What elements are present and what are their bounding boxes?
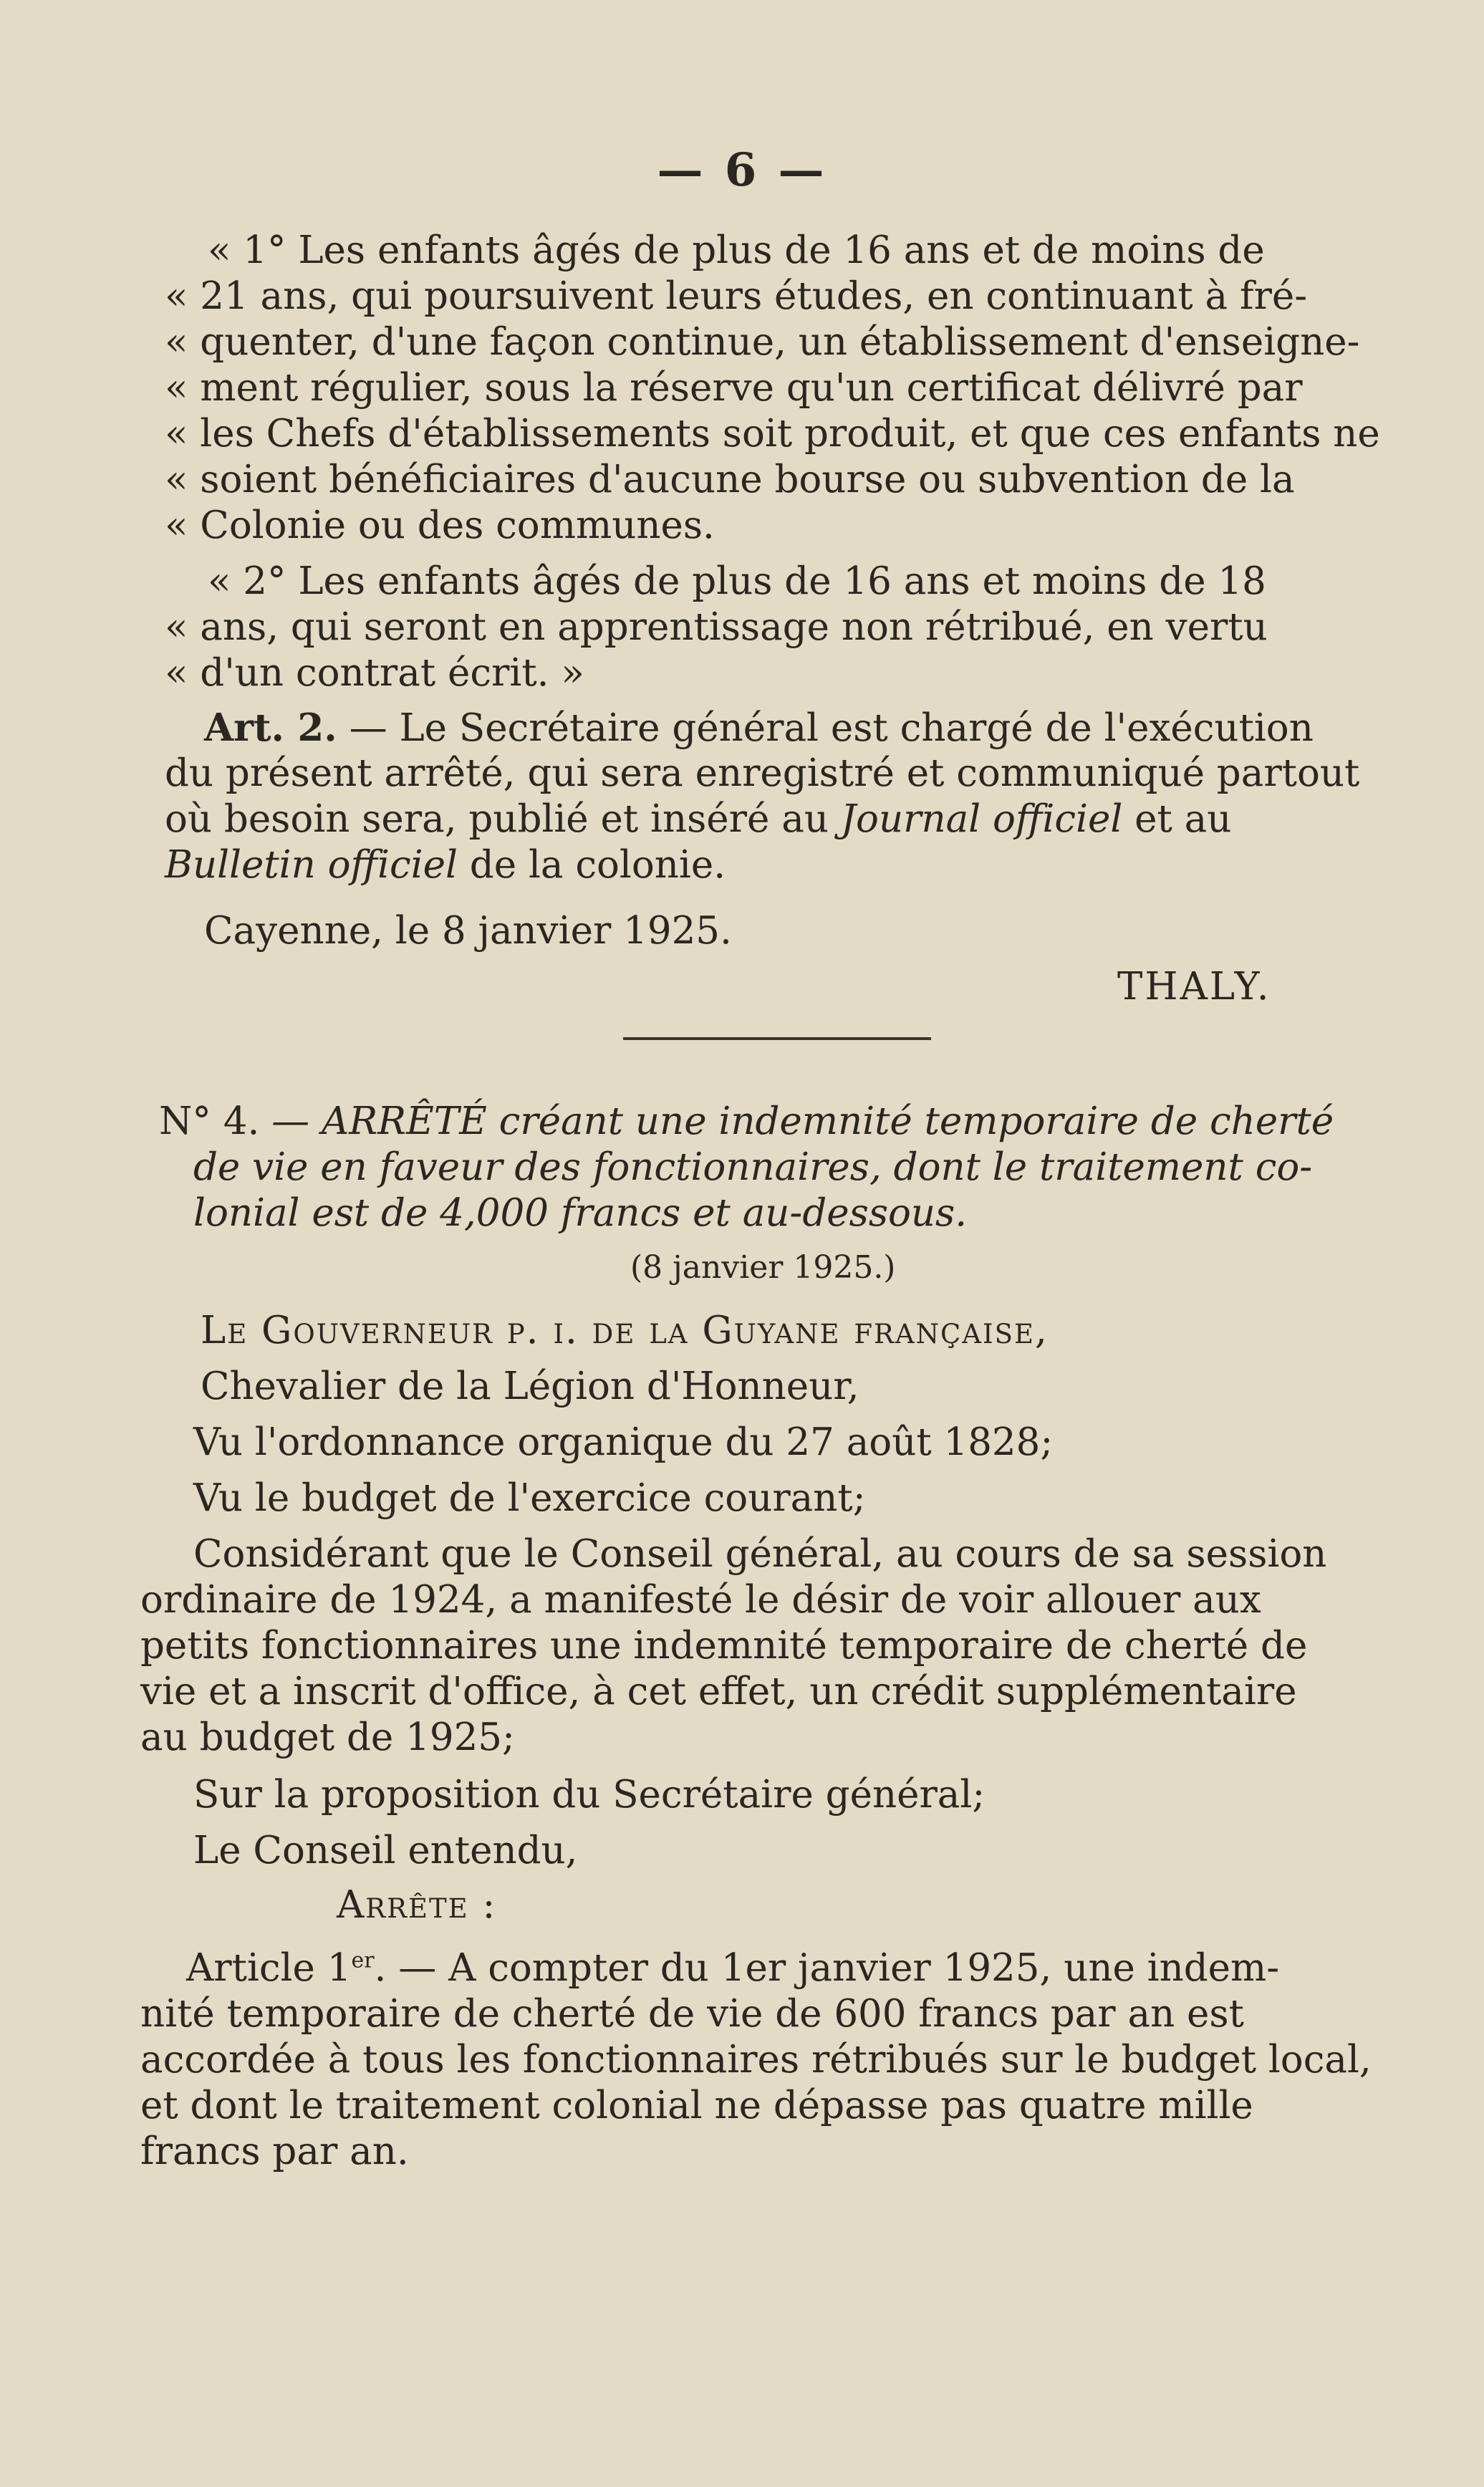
place-date: Cayenne, le 8 janvier 1925. (204, 909, 732, 953)
decree-title-line: lonial est de 4,000 francs et au-dessous. (193, 1191, 968, 1235)
considerant-line: vie et a inscrit d'office, à cet effet, un crédit supplémentaire (140, 1670, 1297, 1713)
text-line: « 21 ans, qui poursuivent leurs études, en continuant à fré- (165, 274, 1308, 318)
text-line: « ans, qui seront en apprentissage non rétribué, en vertu (165, 605, 1268, 649)
decree-title-line: de vie en faveur des fonctionnaires, dont le traitement co- (193, 1145, 1313, 1189)
decree-title-line (159, 1099, 1412, 1145)
text-span: où besoin sera, publié et inséré au (165, 797, 841, 841)
conseil-line: Le Conseil entendu, (193, 1829, 578, 1872)
chevalier-line: Chevalier de la Légion d'Honneur, (201, 1365, 859, 1408)
text-line: « Colonie ou des communes. (165, 504, 715, 547)
article-1-line: accordée à tous les fonctionnaires rétribués sur le budget local, (140, 2038, 1372, 2082)
text-span: de la colonie. (457, 843, 726, 887)
article-1-label: Article 1 (186, 1946, 352, 1990)
considerant-line: Considérant que le Conseil général, au cours de sa session (193, 1532, 1327, 1576)
arrete-heading: Arrête : (337, 1883, 497, 1927)
vu-line: Vu l'ordonnance organique du 27 août 1828; (193, 1420, 1054, 1464)
section-divider (623, 1037, 931, 1040)
considerant-line: ordinaire de 1924, a manifesté le désir de voir allouer aux (140, 1578, 1261, 1622)
article-1-line: et dont le traitement colonial ne dépasse pas quatre mille (140, 2084, 1253, 2127)
decree-number: N° 4. (159, 1100, 260, 1143)
decree-date: (8 janvier 1925.) (630, 1249, 896, 1286)
text-line: « 1° Les enfants âgés de plus de 16 ans et de moins de (208, 229, 1265, 272)
article-2-line (165, 842, 1418, 888)
article-1-text: . — A compter du 1er janvier 1925, une indem- (374, 1946, 1280, 1990)
considerant-line: au budget de 1925; (140, 1716, 515, 1759)
article-1-line (186, 1945, 1440, 1991)
article-2-text: — Le Secrétaire général est chargé de l'exécution (349, 706, 1314, 750)
considerant-line: petits fonctionnaires une indemnité temporaire de cherté de (140, 1624, 1308, 1668)
text-span: et au (1122, 797, 1232, 841)
article-1-line: nité temporaire de cherté de vie de 600 francs par an est (140, 1992, 1244, 2036)
governor-line: Le Gouverneur p. i. de la Guyane française, (201, 1309, 1049, 1352)
article-2-line (165, 797, 1418, 842)
page-number: — 6 — (657, 143, 827, 197)
journal-officiel: Journal officiel (840, 797, 1123, 841)
article-1-sup: er (351, 1948, 375, 1973)
text-line: « d'un contrat écrit. » (165, 651, 584, 695)
proposition-line: Sur la proposition du Secrétaire général; (193, 1773, 986, 1817)
text-line: du présent arrêté, qui sera enregistré et communiqué partout (165, 751, 1360, 795)
decree-title: — ARRÊTÉ créant une indemnité temporaire de cherté (271, 1100, 1334, 1143)
text-line: « ment régulier, sous la réserve qu'un certificat délivré par (165, 366, 1303, 410)
article-2-label: Art. 2. (204, 706, 337, 750)
text-line: « soient bénéficiaires d'aucune bourse ou subvention de la (165, 458, 1295, 501)
text-line: « les Chefs d'établissements soit produit, et que ces enfants ne (165, 412, 1380, 456)
text-line: « quenter, d'une façon continue, un établissement d'enseigne- (165, 320, 1360, 364)
article-1-line: francs par an. (140, 2130, 409, 2173)
signature: THALY. (1117, 965, 1271, 1009)
text-line: « 2° Les enfants âgés de plus de 16 ans et moins de 18 (208, 559, 1266, 603)
bulletin-officiel: Bulletin officiel (165, 843, 458, 887)
article-2-line (204, 705, 1458, 751)
vu-line: Vu le budget de l'exercice courant; (193, 1476, 866, 1520)
